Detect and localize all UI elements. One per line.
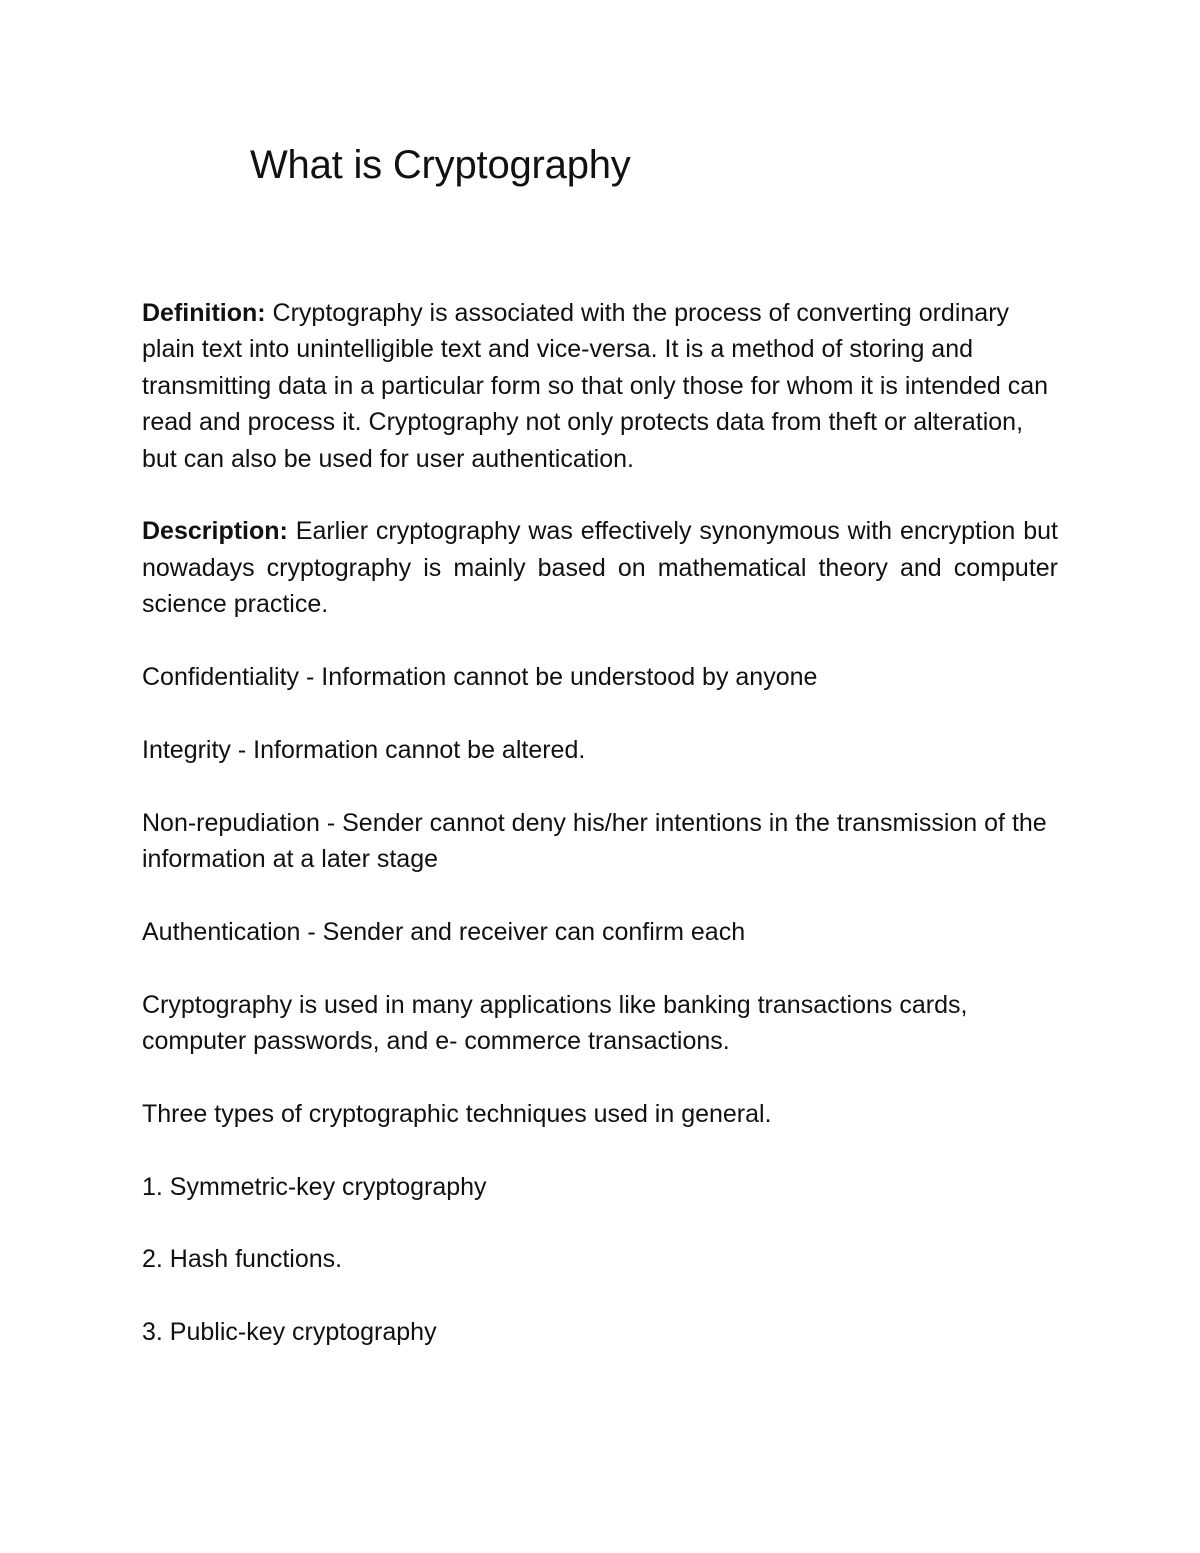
type-item-hash: 2. Hash functions. xyxy=(142,1245,343,1274)
type-item-public-key: 3. Public-key cryptography xyxy=(142,1318,437,1347)
property-non-repudiation: Non-repudiation - Sender cannot deny his/her intentions in the transmission of the information at a later stage xyxy=(142,808,1047,874)
property-authentication: Authentication - Sender and receiver can confirm each xyxy=(142,917,746,946)
definition-text: Cryptography is associated with the process of converting ordinary plain text into unintelligible text and vice-versa. It is a method of storing and transmitting data in a particular form so that only those for whom it is intended can read and process it. Cryptography not only protects data from theft or alteration, but can also be used for user authentication. xyxy=(142,299,1049,473)
property-confidentiality: Confidentiality - Information cannot be understood by anyone xyxy=(142,663,818,692)
type-item-symmetric: 1. Symmetric-key cryptography xyxy=(142,1172,487,1201)
property-integrity: Integrity - Information cannot be altered. xyxy=(142,735,586,764)
types-intro: Three types of cryptographic techniques used in general. xyxy=(142,1099,772,1128)
applications-paragraph: Cryptography is used in many applications like banking transactions cards, computer passwords, and e- commerce transactions. xyxy=(142,990,968,1056)
definition-label: Definition: xyxy=(142,299,266,327)
description-text: Earlier cryptography was effectively synonymous with encryption but nowadays cryptography is mainly based on mathematical theory and computer science practice. xyxy=(142,517,1058,619)
definition-paragraph xyxy=(142,295,1058,477)
document-title: What is Cryptography xyxy=(250,143,631,187)
description-label: Description: xyxy=(142,517,288,546)
description-paragraph xyxy=(142,513,1058,622)
document-body xyxy=(142,295,1058,1387)
